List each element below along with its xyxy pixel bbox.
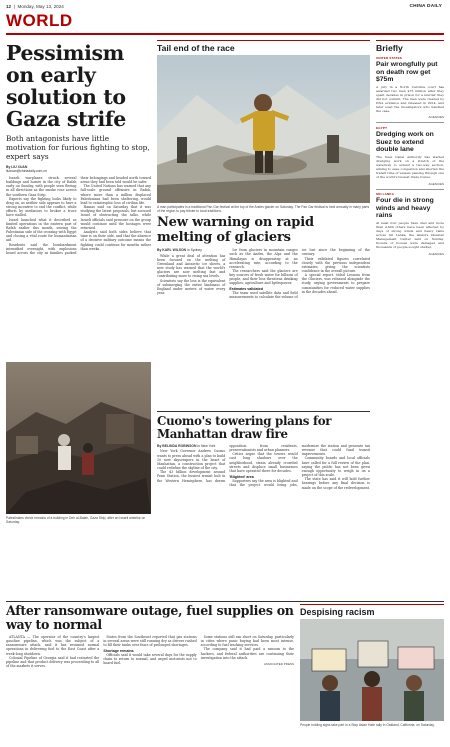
rescue-photo [300, 619, 444, 721]
body-paragraph: Israeli warplanes struck several buildings and homes in the city of Rafah early on Sunday, with people seen fleeing in all directions as the smoke rose across the southern Gaza Strip. [6, 176, 77, 197]
glacier-headline: New warning on rapid melting of glaciers [157, 215, 314, 245]
manhattan-subhead: 'Blighted' area [229, 474, 254, 479]
byline-email: in New York [197, 443, 216, 448]
rescue-photo-caption: People holding signs take part in a Stop Asian Hate rally in Oakland, California, on Saturday. [300, 723, 435, 727]
lead-photo [6, 362, 151, 514]
body-paragraph: A special report, titled Lessons from the Glaciers, was released alongside the study, urging governments to prepare communities for reduced water supplies in the decades ahead. [301, 273, 370, 294]
byline-email: in Sydney [187, 248, 202, 253]
issue-date: Monday, May 13, 2024 [17, 4, 64, 9]
glacier-photo [157, 55, 370, 203]
body-paragraph: States from the Southeast reported that gas stations in several areas were still running dry as drivers rushed to fill their tanks over fears of prolonged shortages. [103, 635, 197, 648]
body-paragraph: Critics argue that the towers would cast long shadows over the neighborhood, strain already crowded streets and displace small businesses that have operated there for decades. [229, 452, 298, 473]
brief-body: The Suez Canal Authority has started dredging work on a stretch of the waterway to extend a two-way section, aiming to ease congestion and shorten the transit time of vessels passing through one of the world's busiest trade routes. [376, 154, 444, 179]
page-number: 12 [6, 4, 12, 9]
ransomware-body [6, 635, 294, 747]
brief-headline: Pair wrongfully put on death row get $75m [376, 61, 438, 84]
manhattan-body [157, 444, 370, 560]
brief-divider [376, 189, 444, 190]
body-paragraph: The company said it had paid a ransom to the hackers, and federal authorities are continuing their investigation into the attack. [200, 647, 294, 660]
lead-byline [6, 165, 151, 173]
rally-photo-illustration [300, 619, 444, 721]
body-paragraph: Supporters say the area is blighted and that the project would bring jobs, modernize the station and generate tax revenue that could fund transit improvements. [229, 443, 370, 487]
body-paragraph: Experts say the fighting looks likely to drag on, as neither side appears to have a strong incentive to end the conflict, while efforts by mediators to broker a truce have stalled. [6, 196, 77, 218]
section-title: WORLD [6, 11, 73, 30]
glacier-section-label: Tail end of the race [157, 40, 370, 53]
brief-headline: Four die in strong winds and heavy rains [376, 197, 434, 220]
brief-divider [376, 122, 444, 123]
body-paragraph: Israel launched what it described as limited operations in the eastern part of Rafah earlier this month, seizing the Palestinian side of the crossing with Egypt and closing a vital route for humanitarian aid. [6, 217, 77, 243]
brief-region: UNITED STATES [376, 56, 402, 60]
ransomware-subhead: Shortage remains [103, 648, 134, 653]
body-paragraph: The team used satellite data and field measurements to calculate the volume of ice lost since the beginning of the century. [229, 248, 370, 300]
body-paragraph: Officials said it would take several days for the supply chain to return to normal, and urged motorists not to hoard fuel. [103, 653, 197, 666]
body-paragraph: Scientists say the loss is the equivalent of submerging the entire landmass of England under meters of water every year. [157, 278, 226, 296]
byline-name: By BELINDA ROBINSON [157, 443, 197, 448]
brand-name: CHINA DAILY [409, 4, 442, 9]
body-paragraph: Colonial Pipeline of Georgia said it had restarted the pipeline and that product delivery was proceeding to all of the markets it serves. [6, 655, 100, 669]
brief-region: EGYPT [376, 126, 388, 131]
body-paragraph: ATLANTA — The operator of the country's largest gasoline pipeline, which was the subject of a ransomware attack, said it has resumed normal operations in delivering fuel to the East Coast after a week-long shutdown. [6, 635, 100, 656]
lead-photo-caption: Palestinians check remains of a building in Deir al-Balah, Gaza Strip, after an Israeli airstrike on Saturday. [6, 516, 146, 525]
byline-name: By KARL WILSON [157, 248, 187, 253]
lead-story [6, 40, 151, 524]
brief-headline: Dredging work on Suez to extend double lane [376, 131, 434, 154]
brief-signoff: AGENCIES [428, 181, 444, 186]
body-paragraph: Hamas said on Saturday that it was studying the latest proposals, but accused Israel of obstructing the talks, while Israeli officials said pressure on the group would continue until the hostages were returned. [80, 205, 151, 230]
lead-body [6, 176, 151, 359]
byline-name: By LIU XUAN [6, 165, 28, 169]
body-paragraph: The state has said it will hold further hearings before any final decision is made on the scope of the redevelopment. [301, 477, 370, 490]
brief-signoff: AGENCIES [428, 251, 444, 256]
body-paragraph: While a great deal of attention has been focused on the melting of Greenland and Antarctic ice sheets, a new study has warned that the world's glaciers are now melting fast and contributing more to rising sea levels. [157, 253, 226, 279]
story-divider [157, 411, 370, 412]
lead-deck: Both antagonists have little motivation for furious fighting to stop, expert says [6, 134, 150, 161]
manhattan-headline: Cuomo's towering plans for Manhattan draw fire [157, 413, 332, 441]
brief-signoff: AGENCIES [428, 115, 444, 120]
glacier-subhead: Estimates validated [229, 287, 263, 292]
manhattan-byline [157, 444, 225, 448]
body-paragraph: The researchers said the glaciers are key sources of fresh water for billions of people, and their loss threatens drinking supplies, agriculture and hydropower. [229, 268, 298, 286]
briefly-column [376, 40, 444, 463]
section-rule [6, 33, 444, 35]
ransomware-story [6, 604, 294, 747]
brief-region: SRI LANKA [376, 192, 395, 197]
brief-item [376, 56, 444, 119]
body-paragraph: Community boards and local officials have called for a full review of the plan, saying the public has not been given enough opportunity to weigh in on a project of this scale. [301, 456, 370, 478]
masthead [0, 0, 450, 40]
body-paragraph: Analysts said both sides believe that time is on their side, and that the absence of a decisive military outcome means the fighting could continue for months rather than weeks. [80, 230, 151, 251]
brief-body: A jury in a North Carolina court has awarded two men $75 million after they spent decades in prison for a murder they did not commit. The men were cleared by DNA evidence and released in 2014, and later sued the investigators who handled the case. [376, 84, 444, 113]
brief-body: At least four people have died and more than 4,600 others have been affected by days of strong winds and heavy rains across Sri Lanka, the island's Disaster Management Center said on Sunday. Dozens of houses were damaged and thousands of people sought shelter. [376, 220, 444, 249]
body-paragraph: Some stations still ran short on Saturday, particularly in cities where panic buying had been most intense, according to fuel tracking services. [200, 635, 294, 648]
glacier-body [157, 248, 370, 408]
body-paragraph: Their validated figures correlated closely with the previous independent estimates, giving the scientists confidence in the overall picture. [301, 256, 370, 273]
masthead-dateline: 12 | Monday, May 13, 2024 [6, 4, 64, 9]
rescue-story [300, 604, 444, 727]
byline-email: liuxuan@chinadaily.com.cn [6, 169, 47, 173]
brief-item [376, 192, 444, 255]
middle-column [157, 40, 370, 560]
body-paragraph: Ice from glaciers in mountain ranges such as the Andes, the Alps and the Himalayas is disappearing at an accelerating rate, according to the research. [229, 248, 298, 269]
body-paragraph: New York Governor Andrew Cuomo wants to press ahead with a plan to build 10 new skyscrapers in the heart of Manhattan, a construction project that could redefine the skyline of the city. [157, 449, 226, 471]
ransomware-signoff: ASSOCIATED PRESS [263, 661, 294, 666]
ransomware-headline: After ransomware outage, fuel supplies on way to normal [6, 603, 294, 632]
briefly-label: Briefly [376, 40, 444, 53]
body-paragraph: The $3 billion development around Penn Station, the busiest transit hub in the Western Hemisphere, has drawn opposition from residents, preservationists and urban planners. [157, 443, 298, 483]
glacier-byline [157, 248, 225, 252]
glacier-photo-caption: A man participates in a traditional Pan Gar festival at the top of the Andes glacier on Saturday. The Pan Gar festival is held annually in many parts of the region to pay tribute to local traditions. [157, 205, 370, 214]
body-paragraph: Residents said the bombardment intensified overnight, with explosions heard across the city as families packed their belongings and headed north toward areas they had been told would be safer. [6, 176, 151, 255]
rescue-label: Despising racism [300, 604, 444, 617]
rubble-photo-illustration [6, 362, 151, 514]
festival-photo-illustration [157, 55, 370, 203]
brief-item [376, 126, 444, 186]
bottom-band-rule [6, 601, 444, 602]
body-paragraph: The United Nations has warned that any full-scale ground offensive in Rafah, where more than a million displaced Palestinians had been sheltering, would lead to catastrophic loss of civilian life. [80, 184, 151, 205]
lead-headline: Pessimism on early solution to Gaza strife [6, 41, 126, 131]
